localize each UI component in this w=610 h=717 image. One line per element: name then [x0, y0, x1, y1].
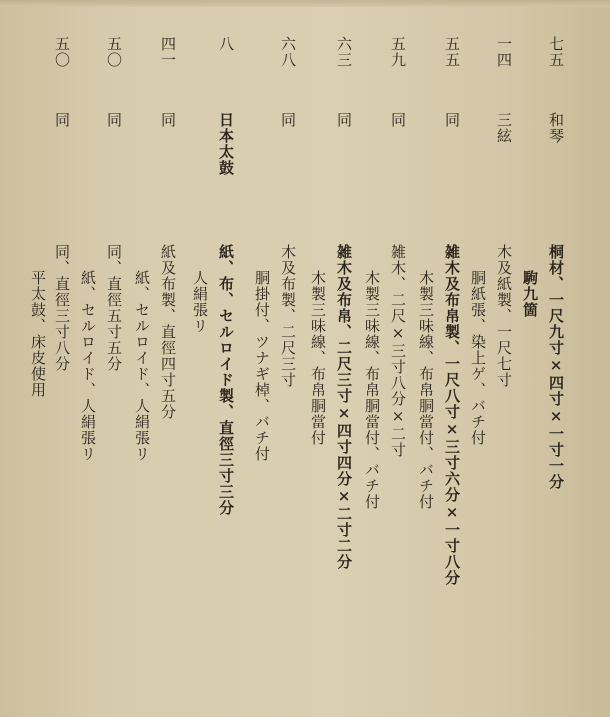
item-note: 胴掛付、ツナギ棹、バチ付 — [253, 270, 271, 462]
instrument-name: 和琴 — [547, 112, 565, 144]
item-number: 五九 — [389, 36, 407, 68]
item-note: 雑木、二尺×三寸八分×二寸 — [389, 244, 407, 458]
item-note: 人絹張リ — [191, 270, 209, 334]
item-note: 駒九箇 — [521, 270, 539, 318]
item-number: 五五 — [443, 36, 461, 68]
instrument-name: 同 — [443, 112, 461, 128]
table-row — [191, 0, 235, 717]
item-number: 四一 — [159, 36, 177, 68]
instrument-name: 同 — [279, 112, 297, 128]
item-note: 木製三味線、布帛胴當付、バチ付 — [417, 270, 435, 510]
item-number: 八 — [217, 36, 235, 52]
item-number: 五〇 — [53, 36, 71, 68]
item-note: 木及紙製、一尺七寸 — [495, 244, 513, 388]
item-note: 紙、セルロイド、人絹張リ — [133, 270, 151, 462]
item-note: 桐材、一尺九寸×四寸×一寸一分 — [547, 244, 565, 490]
item-note: 平太鼓、床皮使用 — [29, 270, 47, 398]
item-number: 六八 — [279, 36, 297, 68]
table-row — [29, 0, 71, 717]
table-row — [469, 0, 513, 717]
item-number: 六三 — [335, 36, 353, 68]
item-number: 五〇 — [105, 36, 123, 68]
instrument-name: 同 — [105, 112, 123, 128]
table-row — [521, 0, 565, 717]
item-note: 紙、布、セルロイド製、直徑三寸三分 — [217, 244, 235, 516]
item-note: 胴紙張、染上ゲ、バチ付 — [469, 270, 487, 446]
instrument-name: 同 — [389, 112, 407, 128]
table-row — [309, 0, 353, 717]
item-note: 木製三味線、布帛胴當付、バチ付 — [363, 270, 381, 510]
item-number: 七五 — [547, 36, 565, 68]
item-number: 一四 — [495, 36, 513, 68]
table-row — [363, 0, 407, 717]
item-note: 雑木及布帛、二尺三寸×四寸四分×二寸二分 — [335, 244, 353, 570]
table-row — [253, 0, 297, 717]
item-note: 紙及布製、直徑四寸五分 — [159, 244, 177, 420]
table-row — [417, 0, 461, 717]
item-note: 同、直徑三寸八分 — [53, 244, 71, 372]
item-note: 木及布製、二尺三寸 — [279, 244, 297, 388]
item-note: 紙、セルロイド、人絹張リ — [79, 270, 97, 462]
instrument-name: 同 — [53, 112, 71, 128]
item-note: 同、直徑五寸五分 — [105, 244, 123, 372]
item-note: 木製三味線、布帛胴當付 — [309, 270, 327, 446]
instrument-name: 三絃 — [495, 112, 513, 144]
instrument-name: 日本太鼓 — [217, 112, 235, 176]
instrument-name: 同 — [335, 112, 353, 128]
table-row — [133, 0, 177, 717]
item-note: 雑木及布帛製、一尺八寸×三寸六分×一寸八分 — [443, 244, 461, 586]
table-row — [79, 0, 123, 717]
instrument-name: 同 — [159, 112, 177, 128]
